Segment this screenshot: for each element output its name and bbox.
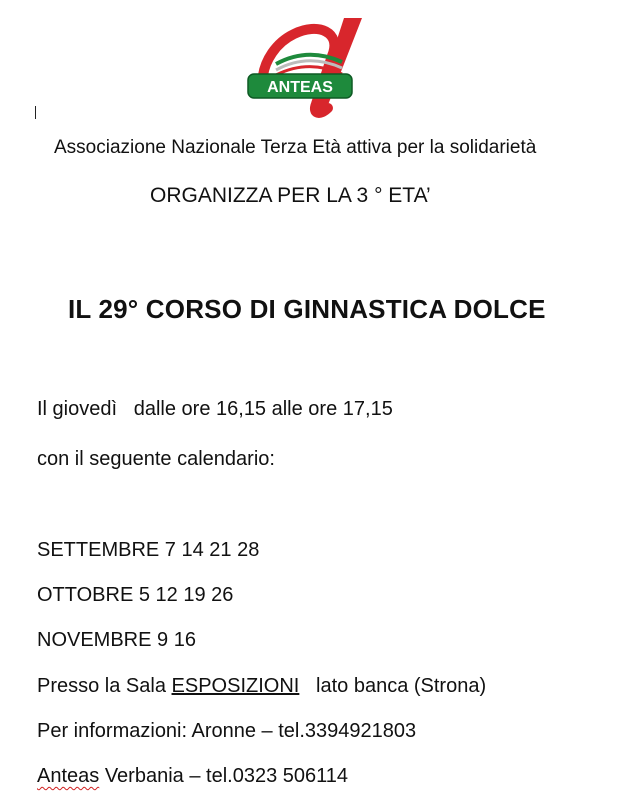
venue-line xyxy=(37,675,486,698)
calendar-september: SETTEMBRE 7 14 21 28 xyxy=(37,539,260,561)
contact-anteas xyxy=(37,765,348,788)
schedule-line xyxy=(37,398,393,421)
day-prefix: Il giovedì xyxy=(37,398,118,420)
venue-name: ESPOSIZIONI xyxy=(171,675,300,697)
association-name: Associazione Nazionale Terza Età attiva per la solidarietà xyxy=(54,137,537,158)
calendar-november: NOVEMBRE 9 16 xyxy=(37,629,196,651)
organizza-heading: ORGANIZZA PER LA 3 ° ETA’ xyxy=(150,184,431,207)
text-cursor xyxy=(35,106,36,119)
course-title: IL 29° CORSO DI GINNASTICA DOLCE xyxy=(68,294,546,324)
calendar-october: OTTOBRE 5 12 19 26 xyxy=(37,584,234,606)
anteas-phone: Verbania – tel.0323 506114 xyxy=(99,765,348,787)
venue-prefix: Presso la Sala xyxy=(37,675,166,697)
anteas-logo xyxy=(246,12,370,122)
calendar-intro: con il seguente calendario: xyxy=(37,448,275,470)
hours-text: dalle ore 16,15 alle ore 17,15 xyxy=(133,398,393,420)
venue-suffix: lato banca (Strona) xyxy=(316,675,487,697)
contact-info: Per informazioni: Aronne – tel.3394921803 xyxy=(37,720,417,742)
anteas-name: Anteas xyxy=(37,765,100,787)
logo-text: ANTEAS xyxy=(267,79,333,96)
